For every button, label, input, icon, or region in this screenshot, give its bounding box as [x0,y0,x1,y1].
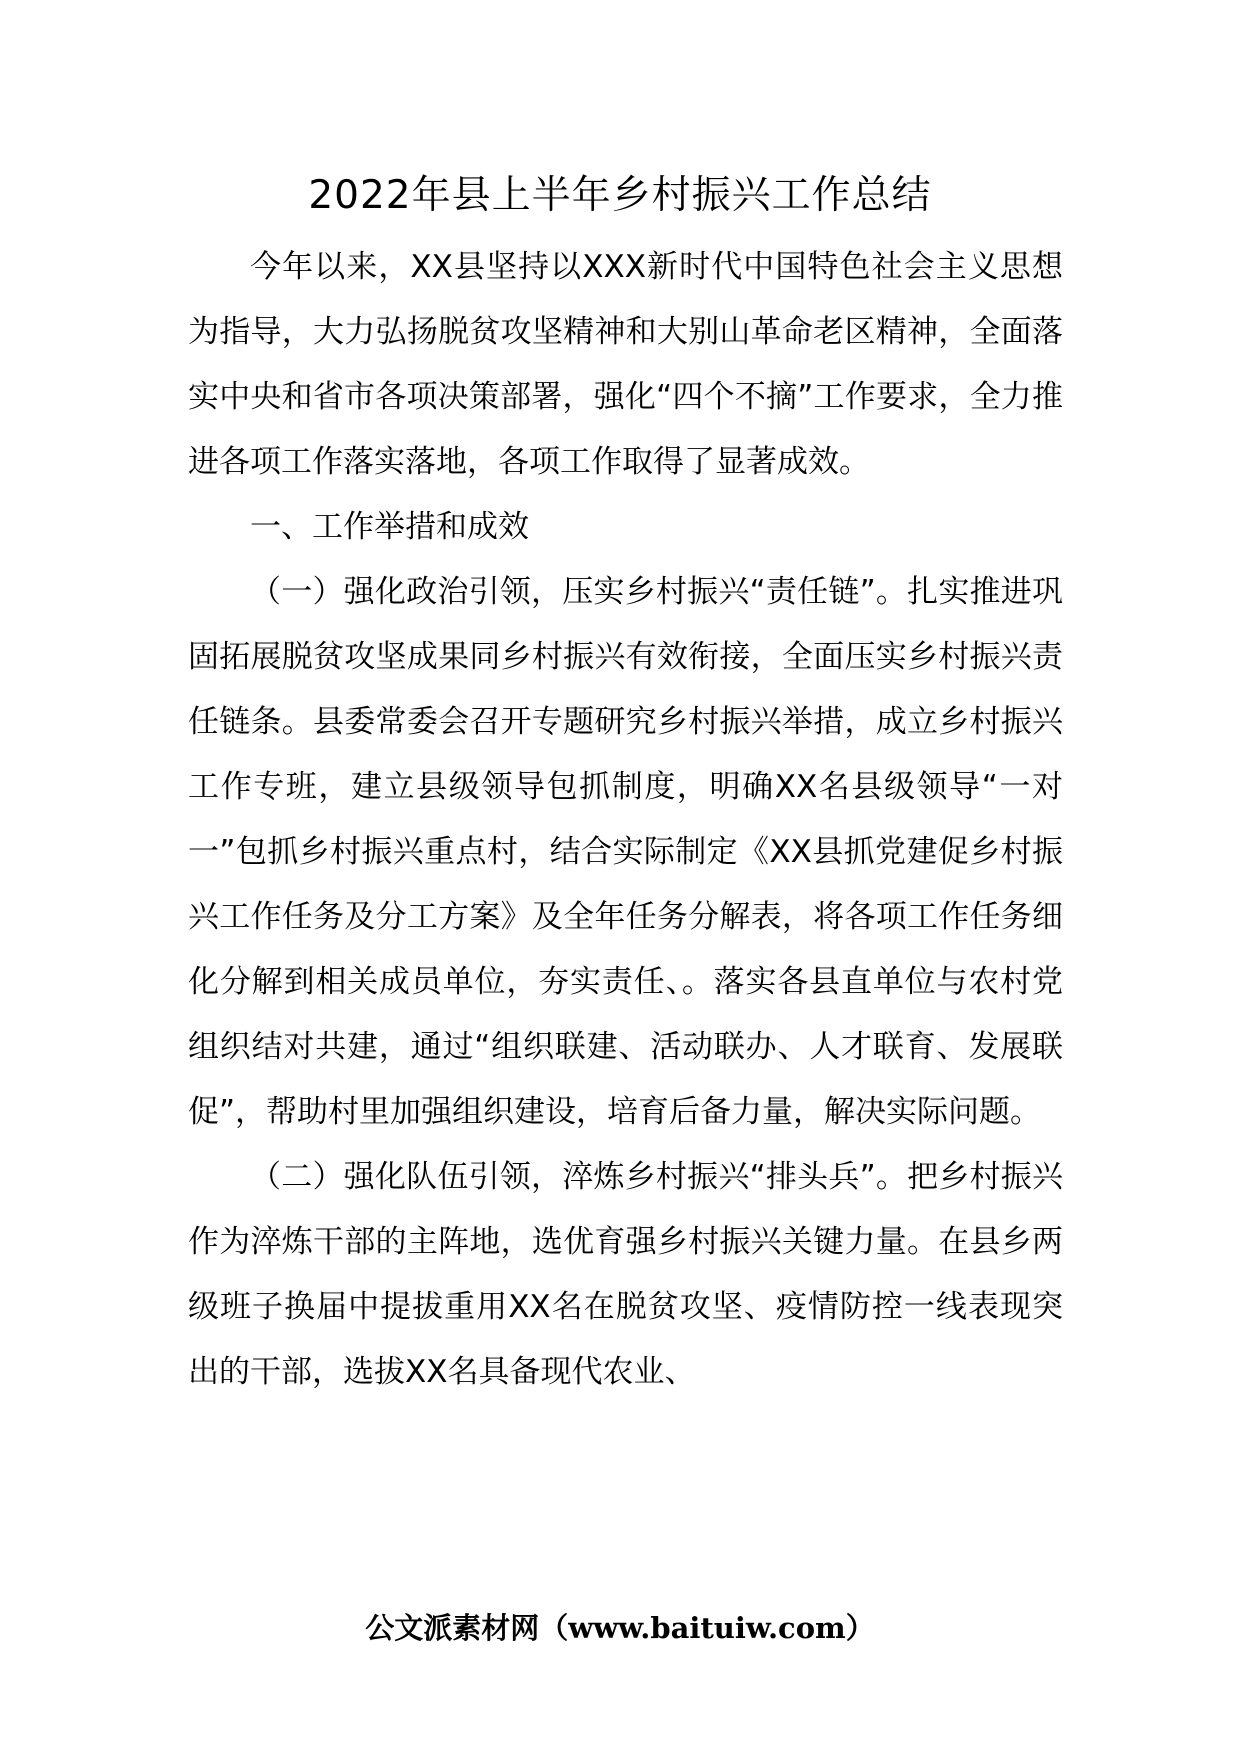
intro-paragraph: 今年以来，XX县坚持以XXX新时代中国特色社会主义思想为指导，大力弘扬脱贫攻坚精神和大别山革命老区精神，全面落实中央和省市各项决策部署，强化“四个不摘”工作要求，全力推进各项工作落实落地，各项工作取得了显著成效。 [188,249,1063,480]
document-body [188,235,1063,1405]
subsection-1-paragraph: （一）强化政治引领，压实乡村振兴“责任链”。扎实推进巩固拓展脱贫攻坚成果同乡村振兴有效衔接，全面压实乡村振兴责任链条。县委常委会召开专题研究乡村振兴举措，成立乡村振兴工作专班，建立县级领导包抓制度，明确XX名县级领导“一对一”包抓乡村振兴重点村，结合实际制定《XX县抓党建促乡村振兴工作任务及分工方案》及全年任务分解表，将各项工作任务细化分解到相关成员单位，夯实责任、。落实各县直单位与农村党组织结对共建，通过“组织联建、活动联办、人才联育、发展联促”，帮助村里加强组织建设，培育后备力量，解决实际问题。 [188,574,1063,1130]
document-title: 2022年县上半年乡村振兴工作总结 [308,173,932,218]
subsection-2-paragraph: （二）强化队伍引领，淬炼乡村振兴“排头兵”。把乡村振兴作为淬炼干部的主阵地，选优育强乡村振兴关键力量。在县乡两级班子换届中提拔重用XX名在脱贫攻坚、疫情防控一线表现突出的干部，选拔XX名具备现代农业、 [188,1159,1063,1390]
footer-watermark: 公文派素材网（www.baituiw.com） [365,1611,875,1645]
section-heading: 一、工作举措和成效 [250,509,529,545]
